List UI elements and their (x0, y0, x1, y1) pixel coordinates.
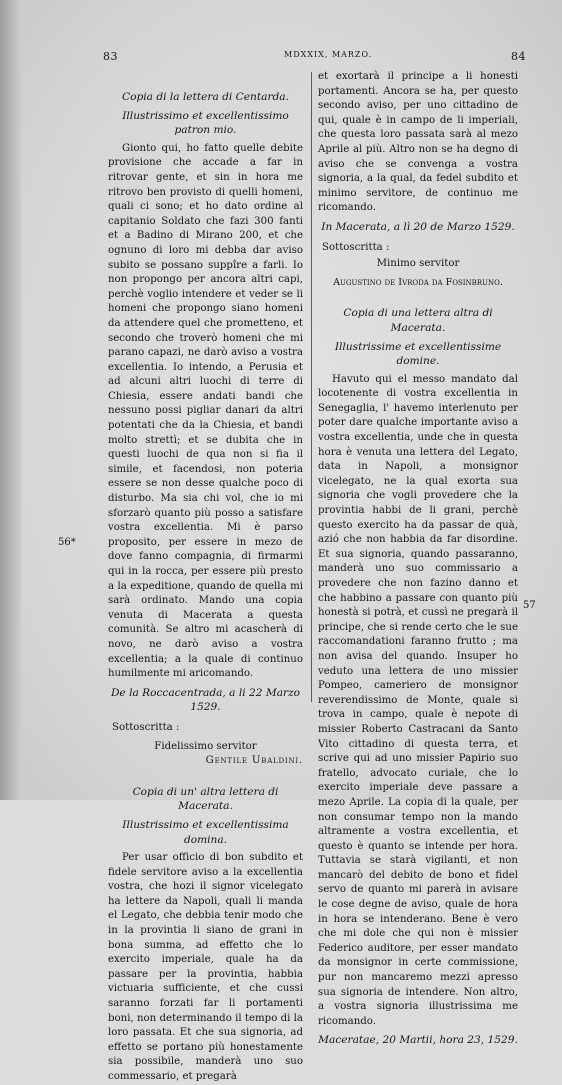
page-number-left: 83 (103, 50, 118, 63)
left-column (108, 82, 303, 1085)
letter-body: Per usar officio di bon subdito et fidele servitore aviso a la excellentia vostra, che hozi il signor vicelegato ha lettere da Napoli, quali li manda el Legato, che debbia tenir modo che in la provintia li siano de grani in bona summa, ad effetto che lo exercito imperiale, quale ha da passare per la provintia, habbia victuaria sufficiente, et che cussi saranno forzati far li portamenti boni, non determinando il tempo di la loro passata. Et che sua signoria, ad effetto se portano più honestamente sia possibile, manderà uno suo commessario, et pregarà (108, 852, 303, 1082)
letter-body-continued: et exortarà il principe a li honesti portamenti. Ancora se ha, per questo secondo aviso, per uno cittadino de qui, quale è in campo de li imperiali, che questa loro passata sarà al mezo Aprile al più. Altro non se ha degno di aviso che se convenga a vostra signoria, a la qual, da fedel subdito et minimo servitore, de continuo me ricomando. (318, 71, 518, 214)
letter-dateline: In Macerata, a lì 20 de Marzo 1529. (321, 220, 515, 233)
letter-heading: Copia di un' altra lettera di Macerata. (132, 785, 279, 813)
signature-name: Gentile Ubaldini. (205, 755, 303, 767)
running-title: MDXXIX, MARZO. (284, 50, 373, 59)
letter-body: Havuto qui el messo mandato dal locotenente di vostra excellentia in Senegaglia, l' havemo interlenuto per poter dare qualche importante aviso a vostra excellentia, unde che in questa hora è venuta una lettera del Legato, data in Napoli, a monsignor vicelegato, ne la qual exorta sua signoria che vogli provedere che la provintia habbi de li grani, perchè questo exercito ha da passar de quà, azió che non habbia da far disordine. Et sua signoria, quando passaranno, manderà uno suo commissario a provedere che non fazino danno et che habbino a passare con quanto più honestà si potrà, et cussì ne pregarà il principe, che si rende certo che le sue raccomandationi faranno frutto ; ma non avisa del quando. Insuper ho veduto una lettera de uno missier Pompeo, cameriero de monsignor reverendissimo de Monte, quale si trova in campo, quale è nepote di missier Roberto Castracani da Santo Vito cittadino di questa terra, et scrive qui ad uno missier Papirio suo fratello, advocato curiale, che lo exercito imperiale deve passare a mezo Aprile. La copia di la quale, per non consumar tempo non la mando altramente a vostra excellentia, et questo è quanto se intende per hora. Tuttavia se starà vigilanti, et non mancarò del debito de bono et fidel servo de quanto mi parerà in avisare le cose degne de aviso, quale de hora in hora se intenderano. Bene è vero che mi dole che qui non è missier Federico auditore, per esser mandato da monsignor in certe commissione, pur non mancaremo mezzi apresso sua signoria de intendere. Non altro, a vostra signoria illustrissima me ricomando. (318, 373, 518, 1027)
letter-heading: Copia di la lettera di Centarda. (122, 91, 289, 103)
letter-dateline: Maceratae, 20 Martii, hora 23, 1529. (318, 1034, 518, 1047)
letter-dateline: De la Roccacentrada, a li 22 Marzo 1529. (110, 686, 301, 714)
signature-name: Augustino de Ivroda da Fosinbruno. (333, 276, 503, 288)
letter-heading: Copia di una lettera altra di Macerata. (343, 307, 493, 334)
signature-line: Fidelissimo servitor (154, 740, 257, 752)
letter-salutation: Illustrissimo et excellentissimo patron mio. (122, 109, 289, 137)
letter-body: Gionto qui, ho fatto quelle debite provisione che accade a far in ritrovar gente, et sin in hora me ritrovo ben provisto di quelli homeni, quali ci sono; et ho dato ordine al capitanio Soldato che fazi 300 fanti et a Badino di Mirano 200, et che ognuno di loro mi debba dar aviso subito se possano suppîre a farli. Io non propongo per ancora altri capi, perchè voglio intendere et veder se li homeni che propongo siano homeni da attendere quel che prometteno, et secondo che troverò homeni che mi parano capazi, ne darò aviso a vostra excellentia. Io intendo, a Perusia et ad alcuni altri luochi di terre di Chiesia, essere andati bandi che nessuno possi pigliar danari da altri potentati che da la Chiesia, et bandi molto strettì; et se dubita che in questi luochi de qua non si fia il simile, et facendosi, non poteria essere se non desse qualche poco di disturbo. Ma sia chi vol, che io mi sforzarò quanto più posso a satisfare vostra excellentia. Mi è parso proposito, per essere in mezo de dove fanno compagnia, di firmarmi qui in la rocca, per essere più presto a la expeditione, quando de quella mi sarà ordinato. Mando una copia venuta di Macerata a questa comunità. Se altro mi acascherà di novo, ne darò aviso a vostra excellentia; a la quale di continuo humilmente mi aricomando. (108, 142, 303, 680)
signature-line: Minimo servitor (376, 258, 460, 270)
page-number-right: 84 (511, 50, 526, 63)
subscription-label: Sottoscritta : (112, 721, 180, 733)
letter-salutation: Illustrissime et excellentissime domine. (334, 340, 502, 368)
margin-note-left: 56* (58, 537, 76, 548)
column-divider (311, 72, 312, 702)
margin-note-right: 57 (523, 600, 536, 611)
right-column (318, 70, 518, 1054)
book-gutter-shadow (0, 0, 22, 800)
letter-salutation: Illustrissimo et excellentissima domina. (122, 818, 289, 846)
subscription-label: Sottoscritta : (322, 241, 390, 253)
